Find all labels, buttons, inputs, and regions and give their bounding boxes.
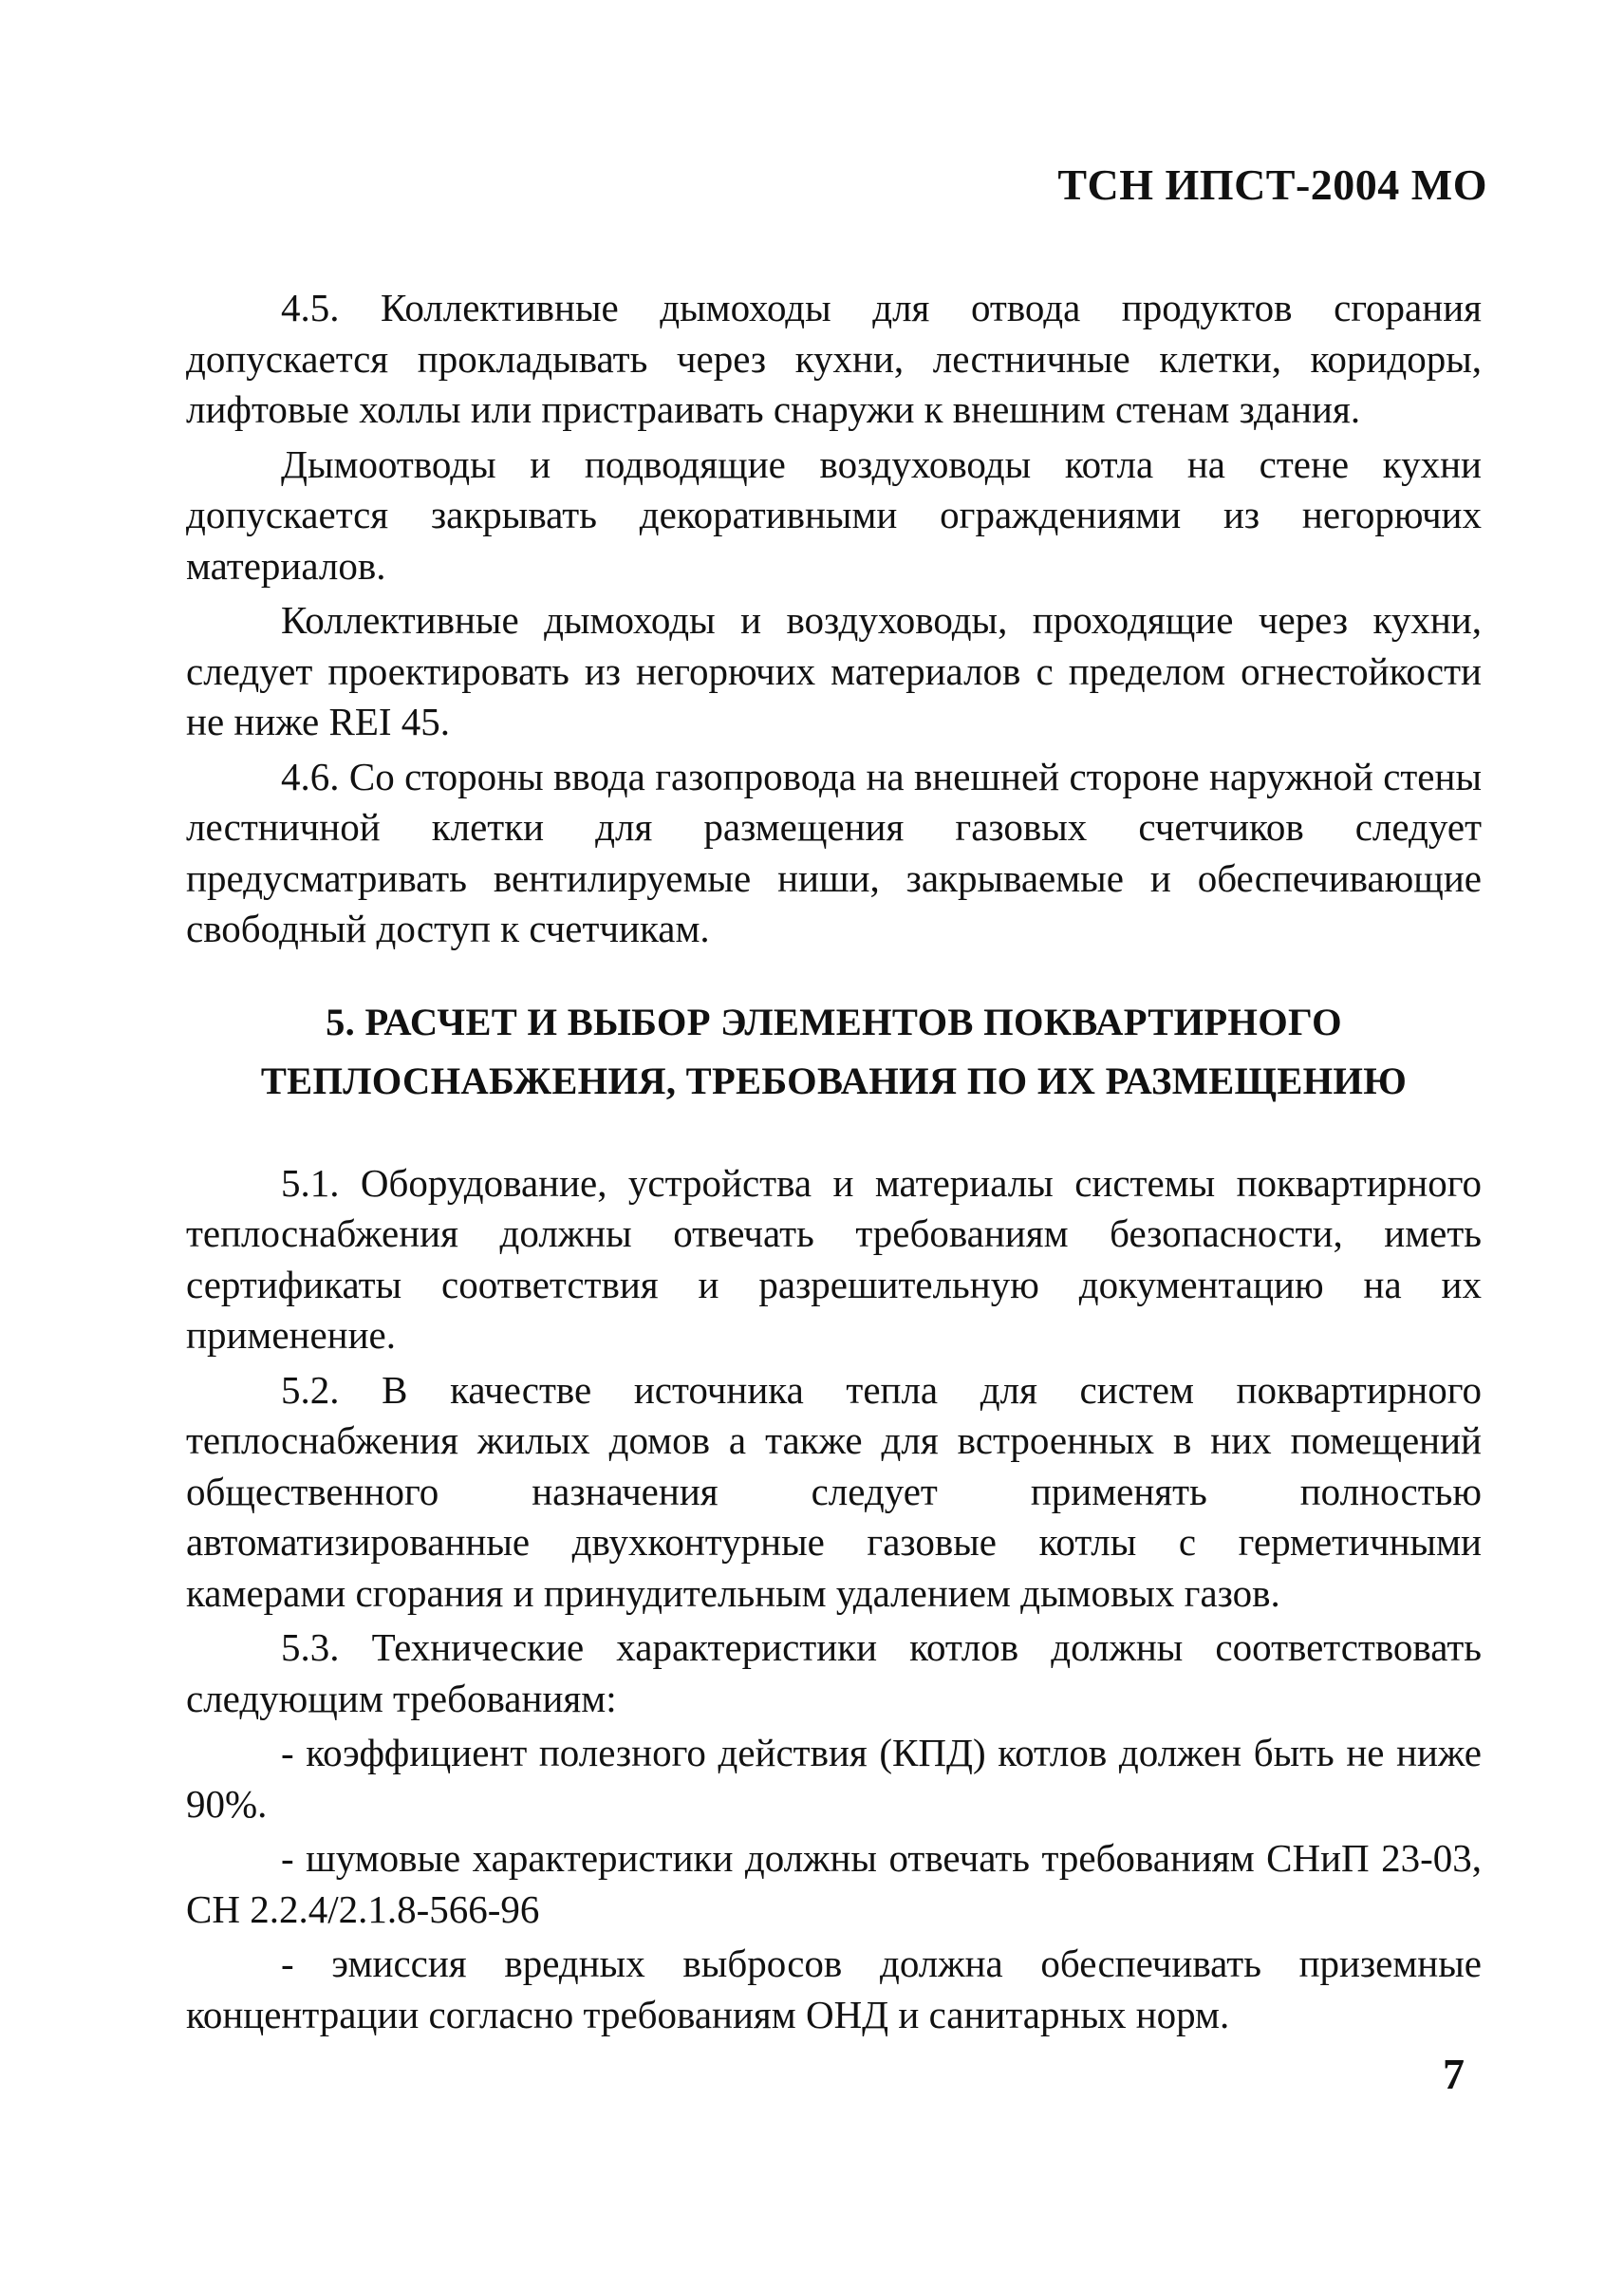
paragraph-chimney-covers: Дымоотводы и подводящие воздуховоды котла на стене кухни допускается закрывать декоративными ограждениями из негорючих материалов.: [186, 441, 1482, 588]
section-title-line-1: 5. РАСЧЕТ И ВЫБОР ЭЛЕМЕНТОВ ПОКВАРТИРНОГО: [326, 1000, 1342, 1043]
document-body: [186, 283, 1482, 2044]
document-code-header: ТСН ИПСТ-2004 МО: [1057, 160, 1487, 209]
paragraph-5-3: 5.3. Технические характеристики котлов должны соответствовать следующим требованиям:: [186, 1625, 1482, 1720]
paragraph-4-5: 4.5. Коллективные дымоходы для отвода продуктов сгорания допускается прокладывать через кухни, лестничные клетки, коридоры, лифтовые холлы или пристраивать снаружи к внешним стенам здания.: [186, 286, 1482, 431]
list-item-efficiency: - коэффициент полезного действия (КПД) котлов должен быть не ниже 90%.: [186, 1731, 1482, 1826]
paragraph-4-6: 4.6. Со стороны ввода газопровода на внешней стороне наружной стены лестничной клетки для размещения газовых счетчиков следует предусматривать вентилируемые ниши, закрываемые и обеспечивающие свободный доступ к счетчикам.: [186, 754, 1482, 950]
list-item-emissions: - эмиссия вредных выбросов должна обеспечивать приземные концентрации согласно требованиям ОНД и санитарных норм.: [186, 1941, 1482, 2036]
section-5-title: [186, 993, 1482, 1111]
section-title-line-2: ТЕПЛОСНАБЖЕНИЯ, ТРЕБОВАНИЯ ПО ИХ РАЗМЕЩЕНИЮ: [260, 1059, 1408, 1102]
paragraph-collective-chimneys: Коллективные дымоходы и воздуховоды, проходящие через кухни, следует проектировать из негорючих материалов с пределом огнестойкости не ниже REI 45.: [186, 598, 1482, 743]
page-number: 7: [1443, 2050, 1465, 2098]
paragraph-5-2: 5.2. В качестве источника тепла для систем поквартирного теплоснабжения жилых домов а также для встроенных в них помещений общественного назначения следует применять полностью автоматизированные двухконтурные газовые котлы с герметичными камерами сгорания и принудительным удалением дымовых газов.: [186, 1367, 1482, 1615]
paragraph-5-1: 5.1. Оборудование, устройства и материалы системы поквартирного теплоснабжения должны отвечать требованиям безопасности, иметь сертификаты соответствия и разрешительную документацию на их применение.: [186, 1160, 1482, 1357]
list-item-noise: - шумовые характеристики должны отвечать требованиям СНиП 23-03, СН 2.2.4/2.1.8-566-96: [186, 1836, 1482, 1931]
